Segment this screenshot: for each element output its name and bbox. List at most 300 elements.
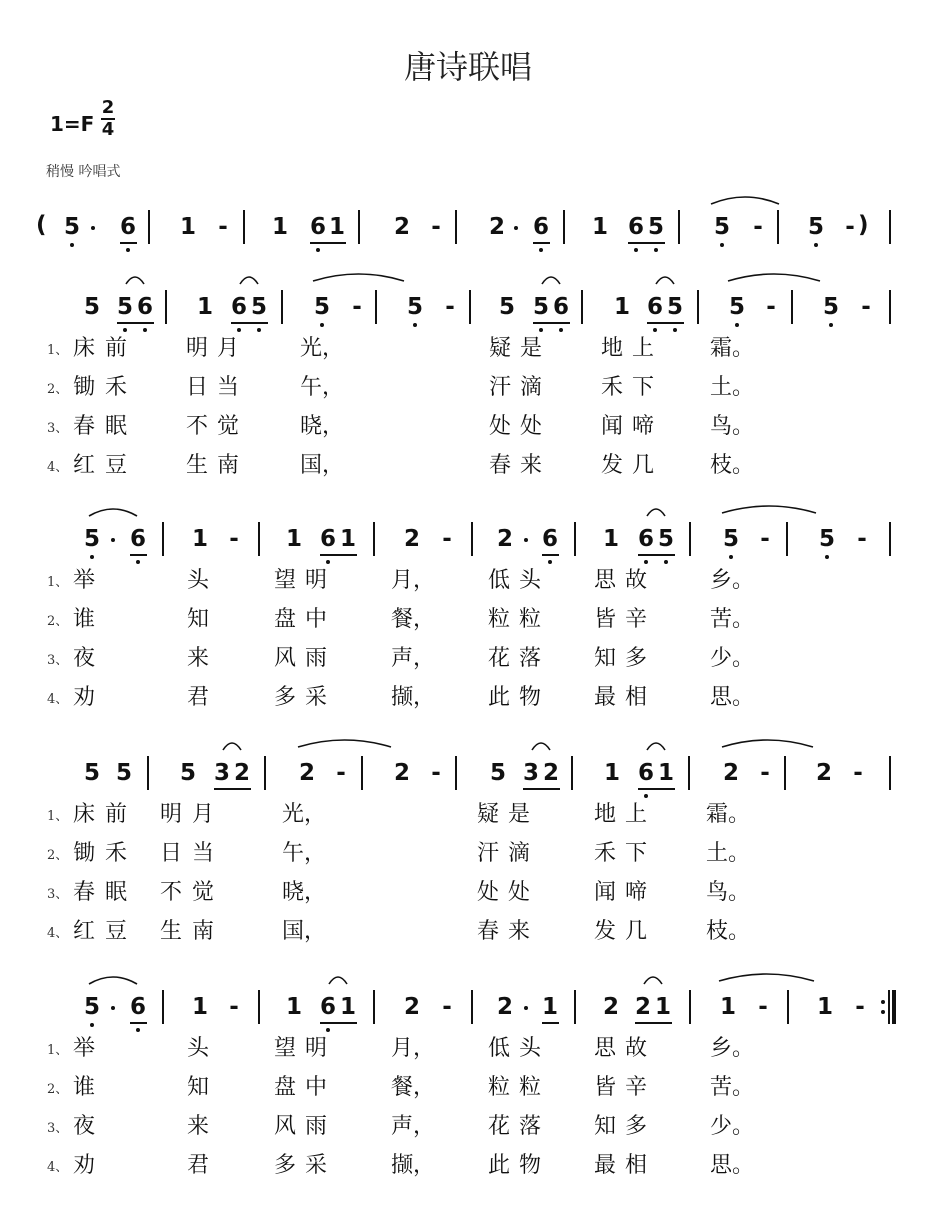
verse-number: 3、 xyxy=(47,887,69,902)
lyric-char: 发 xyxy=(594,919,617,944)
time-signature-denominator: 4 xyxy=(101,119,115,140)
lyric-char: 上 xyxy=(632,336,655,361)
barline xyxy=(455,210,457,244)
barline xyxy=(786,522,788,556)
lyric-char: 君 xyxy=(187,1153,210,1178)
verse-number: 2、 xyxy=(47,1082,69,1097)
lyric-char: 餐， xyxy=(391,1075,436,1100)
lyric-char: 苦。 xyxy=(710,1075,755,1100)
note-5: 5 xyxy=(116,294,133,320)
lyric-char: 地 xyxy=(601,336,624,361)
lyric-char: 君 xyxy=(187,685,210,710)
lyric-char: 觉 xyxy=(217,414,240,439)
lyric-char: 故 xyxy=(625,568,648,593)
note-2: 2 xyxy=(393,760,410,786)
lyric-char: 来 xyxy=(187,646,210,671)
low-octave-dot xyxy=(143,328,147,332)
lyric-char: 来 xyxy=(520,453,543,478)
barline xyxy=(147,756,149,790)
lyric-char: 南 xyxy=(192,919,215,944)
verse-number: 4、 xyxy=(47,926,69,941)
tie-slur xyxy=(646,506,666,518)
low-octave-dot xyxy=(539,328,543,332)
lyric-char: 滴 xyxy=(520,375,543,400)
lyric-char: 觉 xyxy=(192,880,215,905)
lyric-char: 禾 xyxy=(105,841,128,866)
lyric-char: 土。 xyxy=(706,841,751,866)
lyric-char: 前 xyxy=(105,802,128,827)
barline xyxy=(571,756,573,790)
verse-number: 3、 xyxy=(47,421,69,436)
lyric-char: 谁 xyxy=(73,1075,96,1100)
barline xyxy=(574,522,576,556)
eighth-underline xyxy=(542,554,559,556)
lyric-char: 枝。 xyxy=(706,919,751,944)
tie-slur xyxy=(727,271,821,283)
note-6: 6 xyxy=(541,526,558,552)
tie-slur xyxy=(88,974,138,986)
lyric-char: 最 xyxy=(594,685,617,710)
lyric-char: 锄 xyxy=(73,375,96,400)
note-1: 1 xyxy=(339,994,356,1020)
low-octave-dot xyxy=(326,560,330,564)
eighth-underline xyxy=(638,554,675,556)
lyric-char: 明 xyxy=(186,336,209,361)
note-1: 1 xyxy=(339,526,356,552)
note-3: 3 xyxy=(213,760,230,786)
lyric-char: 土。 xyxy=(710,375,755,400)
note-5: 5 xyxy=(722,526,739,552)
note-dash: - xyxy=(753,214,763,240)
note-5: 5 xyxy=(179,760,196,786)
lyric-char: 红 xyxy=(73,453,96,478)
note-6: 6 xyxy=(319,526,336,552)
lyric-char: 晓， xyxy=(300,414,345,439)
end-repeat-thick xyxy=(892,990,896,1024)
lyric-char: 风 xyxy=(274,1114,297,1139)
lyric-char: 低 xyxy=(488,568,511,593)
note-5: 5 xyxy=(818,526,835,552)
lyric-char: 疑 xyxy=(477,802,500,827)
note-dash: - xyxy=(352,294,362,320)
note-6: 6 xyxy=(637,760,654,786)
lyric-char: 眠 xyxy=(105,880,128,905)
note-6: 6 xyxy=(319,994,336,1020)
verse-number: 1、 xyxy=(47,575,69,590)
lyric-char: 知 xyxy=(187,607,210,632)
barline xyxy=(689,522,691,556)
note-1: 1 xyxy=(328,214,345,240)
note-1: 1 xyxy=(816,994,833,1020)
note-6: 6 xyxy=(136,294,153,320)
note-6: 6 xyxy=(646,294,663,320)
lyric-char: 粒 xyxy=(519,1075,542,1100)
note-5: 5 xyxy=(406,294,423,320)
note-2: 2 xyxy=(634,994,651,1020)
note-dash: - xyxy=(855,994,865,1020)
lyric-char: 光， xyxy=(282,802,327,827)
note-1: 1 xyxy=(196,294,213,320)
lyric-char: 举 xyxy=(73,1036,96,1061)
note-3: 3 xyxy=(522,760,539,786)
note-5: 5 xyxy=(532,294,549,320)
lyric-char: 声， xyxy=(391,646,436,671)
note-6: 6 xyxy=(119,214,136,240)
barline xyxy=(375,290,377,324)
note-5: 5 xyxy=(807,214,824,240)
lyric-char: 夜 xyxy=(73,1114,96,1139)
tie-slur xyxy=(125,274,145,286)
eighth-underline xyxy=(628,242,665,244)
lyric-char: 乡。 xyxy=(710,1036,755,1061)
lyric-char: 物 xyxy=(519,685,542,710)
lyric-char: 思。 xyxy=(710,685,755,710)
augmentation-dot xyxy=(111,538,115,542)
note-1: 1 xyxy=(613,294,630,320)
note-dash: - xyxy=(760,526,770,552)
lyric-char: 不 xyxy=(160,880,183,905)
lyric-char: 撷， xyxy=(391,685,436,710)
lyric-char: 南 xyxy=(217,453,240,478)
lyric-char: 此 xyxy=(488,1153,511,1178)
eighth-underline xyxy=(231,322,268,324)
tie-slur xyxy=(541,274,561,286)
augmentation-dot xyxy=(524,538,528,542)
verse-number: 1、 xyxy=(47,1043,69,1058)
open-paren: ( xyxy=(36,212,47,238)
eighth-underline xyxy=(523,788,560,790)
lyric-char: 春 xyxy=(477,919,500,944)
lyric-char: 枝。 xyxy=(710,453,755,478)
note-5: 5 xyxy=(83,994,100,1020)
lyric-char: 相 xyxy=(625,685,648,710)
low-octave-dot xyxy=(720,243,724,247)
note-5: 5 xyxy=(666,294,683,320)
barline xyxy=(471,990,473,1024)
lyric-char: 望 xyxy=(274,568,297,593)
lyric-char: 粒 xyxy=(519,607,542,632)
lyric-char: 鸟。 xyxy=(710,414,755,439)
lyric-char: 眠 xyxy=(105,414,128,439)
low-octave-dot xyxy=(316,248,320,252)
note-dash: - xyxy=(229,526,239,552)
verse-number: 3、 xyxy=(47,653,69,668)
lyric-char: 月， xyxy=(391,568,436,593)
note-5: 5 xyxy=(115,760,132,786)
lyric-char: 夜 xyxy=(73,646,96,671)
lyric-char: 处 xyxy=(520,414,543,439)
lyric-char: 餐， xyxy=(391,607,436,632)
low-octave-dot xyxy=(664,560,668,564)
lyric-char: 处 xyxy=(477,880,500,905)
barline xyxy=(787,990,789,1024)
eighth-underline xyxy=(310,242,346,244)
close-paren: ) xyxy=(858,212,869,238)
note-dash: - xyxy=(229,994,239,1020)
barline xyxy=(162,990,164,1024)
lyric-char: 采 xyxy=(305,1153,328,1178)
low-octave-dot xyxy=(70,243,74,247)
eighth-underline xyxy=(638,788,675,790)
note-5: 5 xyxy=(83,294,100,320)
note-1: 1 xyxy=(285,994,302,1020)
barline xyxy=(563,210,565,244)
note-5: 5 xyxy=(489,760,506,786)
low-octave-dot xyxy=(237,328,241,332)
note-2: 2 xyxy=(815,760,832,786)
lyric-char: 举 xyxy=(73,568,96,593)
lyric-char: 采 xyxy=(305,685,328,710)
note-dash: - xyxy=(861,294,871,320)
barline xyxy=(471,522,473,556)
low-octave-dot xyxy=(136,560,140,564)
barline xyxy=(678,210,680,244)
note-dash: - xyxy=(442,526,452,552)
lyric-char: 中 xyxy=(305,1075,328,1100)
note-2: 2 xyxy=(393,214,410,240)
augmentation-dot xyxy=(524,1006,528,1010)
lyric-char: 辛 xyxy=(625,607,648,632)
lyric-char: 豆 xyxy=(105,919,128,944)
lyric-char: 下 xyxy=(632,375,655,400)
note-dash: - xyxy=(853,760,863,786)
low-octave-dot xyxy=(123,328,127,332)
lyric-char: 禾 xyxy=(601,375,624,400)
lyric-char: 劝 xyxy=(73,1153,96,1178)
tie-slur xyxy=(718,971,815,983)
note-1: 1 xyxy=(271,214,288,240)
lyric-char: 粒 xyxy=(488,607,511,632)
lyric-char: 国， xyxy=(282,919,327,944)
lyric-char: 滴 xyxy=(508,841,531,866)
eighth-underline xyxy=(130,1022,147,1024)
barline xyxy=(889,290,891,324)
eighth-underline xyxy=(214,788,251,790)
lyric-char: 生 xyxy=(186,453,209,478)
note-5: 5 xyxy=(250,294,267,320)
note-5: 5 xyxy=(713,214,730,240)
low-octave-dot xyxy=(136,1028,140,1032)
note-1: 1 xyxy=(191,526,208,552)
low-octave-dot xyxy=(413,323,417,327)
lyric-char: 月 xyxy=(217,336,240,361)
barline xyxy=(373,522,375,556)
note-5: 5 xyxy=(822,294,839,320)
eighth-underline xyxy=(647,322,684,324)
barline xyxy=(148,210,150,244)
lyric-char: 劝 xyxy=(73,685,96,710)
low-octave-dot xyxy=(653,328,657,332)
lyric-char: 明 xyxy=(305,1036,328,1061)
lyric-char: 皆 xyxy=(594,607,617,632)
lyric-char: 知 xyxy=(187,1075,210,1100)
verse-number: 2、 xyxy=(47,382,69,397)
lyric-char: 闻 xyxy=(594,880,617,905)
lyric-char: 声， xyxy=(391,1114,436,1139)
lyric-char: 晓， xyxy=(282,880,327,905)
barline xyxy=(373,990,375,1024)
lyric-char: 头 xyxy=(187,568,210,593)
barline xyxy=(469,290,471,324)
tie-slur xyxy=(312,271,405,283)
barline xyxy=(889,210,891,244)
lyric-char: 光， xyxy=(300,336,345,361)
barline xyxy=(689,990,691,1024)
repeat-dot xyxy=(881,1000,885,1004)
lyric-char: 前 xyxy=(105,336,128,361)
lyric-char: 明 xyxy=(305,568,328,593)
note-1: 1 xyxy=(179,214,196,240)
note-dash: - xyxy=(431,214,441,240)
lyric-char: 上 xyxy=(625,802,648,827)
note-1: 1 xyxy=(285,526,302,552)
verse-number: 2、 xyxy=(47,848,69,863)
lyric-char: 多 xyxy=(625,1114,648,1139)
verse-number: 2、 xyxy=(47,614,69,629)
eighth-underline xyxy=(533,242,550,244)
lyric-char: 几 xyxy=(625,919,648,944)
tie-slur xyxy=(328,974,348,986)
low-octave-dot xyxy=(729,555,733,559)
lyric-char: 多 xyxy=(625,646,648,671)
eighth-underline xyxy=(635,1022,672,1024)
barline xyxy=(581,290,583,324)
lyric-char: 汗 xyxy=(477,841,500,866)
note-2: 2 xyxy=(722,760,739,786)
note-2: 2 xyxy=(403,526,420,552)
lyric-char: 日 xyxy=(160,841,183,866)
lyric-char: 相 xyxy=(625,1153,648,1178)
lyric-char: 多 xyxy=(274,1153,297,1178)
note-2: 2 xyxy=(233,760,250,786)
lyric-char: 明 xyxy=(160,802,183,827)
barline xyxy=(574,990,576,1024)
lyric-char: 是 xyxy=(520,336,543,361)
verse-number: 1、 xyxy=(47,809,69,824)
note-6: 6 xyxy=(309,214,326,240)
note-5: 5 xyxy=(63,214,80,240)
note-1: 1 xyxy=(603,760,620,786)
lyric-char: 头 xyxy=(519,568,542,593)
repeat-dot xyxy=(881,1010,885,1014)
tie-slur xyxy=(297,737,392,749)
lyric-char: 床 xyxy=(73,336,96,361)
eighth-underline xyxy=(117,322,154,324)
lyric-char: 思 xyxy=(594,1036,617,1061)
lyric-char: 地 xyxy=(594,802,617,827)
augmentation-dot xyxy=(514,226,518,230)
page-title: 唐诗联唱 xyxy=(403,48,532,86)
lyric-char: 花 xyxy=(488,1114,511,1139)
lyric-char: 霜。 xyxy=(710,336,755,361)
note-1: 1 xyxy=(719,994,736,1020)
lyric-char: 生 xyxy=(160,919,183,944)
lyric-char: 思 xyxy=(594,568,617,593)
lyric-char: 辛 xyxy=(625,1075,648,1100)
lyric-char: 苦。 xyxy=(710,607,755,632)
lyric-char: 皆 xyxy=(594,1075,617,1100)
lyric-char: 下 xyxy=(625,841,648,866)
lyric-char: 汗 xyxy=(489,375,512,400)
note-2: 2 xyxy=(488,214,505,240)
lyric-char: 啼 xyxy=(632,414,655,439)
lyric-char: 谁 xyxy=(73,607,96,632)
lyric-char: 鸟。 xyxy=(706,880,751,905)
lyric-char: 闻 xyxy=(601,414,624,439)
lyric-char: 春 xyxy=(489,453,512,478)
lyric-char: 来 xyxy=(187,1114,210,1139)
lyric-char: 多 xyxy=(274,685,297,710)
note-dash: - xyxy=(442,994,452,1020)
barline xyxy=(889,756,891,790)
note-5: 5 xyxy=(313,294,330,320)
lyric-char: 来 xyxy=(508,919,531,944)
lyric-char: 红 xyxy=(73,919,96,944)
barline xyxy=(777,210,779,244)
note-dash: - xyxy=(857,526,867,552)
low-octave-dot xyxy=(644,560,648,564)
verse-number: 4、 xyxy=(47,692,69,707)
low-octave-dot xyxy=(735,323,739,327)
verse-number: 4、 xyxy=(47,1160,69,1175)
note-5: 5 xyxy=(83,526,100,552)
barline xyxy=(784,756,786,790)
note-5: 5 xyxy=(647,214,664,240)
lyric-char: 锄 xyxy=(73,841,96,866)
low-octave-dot xyxy=(90,1023,94,1027)
tie-slur xyxy=(88,506,138,518)
barline xyxy=(791,290,793,324)
note-1: 1 xyxy=(602,526,619,552)
barline xyxy=(361,756,363,790)
lyric-char: 是 xyxy=(508,802,531,827)
eighth-underline xyxy=(533,322,570,324)
low-octave-dot xyxy=(257,328,261,332)
lyric-char: 几 xyxy=(632,453,655,478)
lyric-char: 雨 xyxy=(305,646,328,671)
lyric-char: 落 xyxy=(519,646,542,671)
low-octave-dot xyxy=(825,555,829,559)
low-octave-dot xyxy=(559,328,563,332)
low-octave-dot xyxy=(644,794,648,798)
note-2: 2 xyxy=(298,760,315,786)
verse-number: 4、 xyxy=(47,460,69,475)
lyric-char: 盘 xyxy=(274,1075,297,1100)
note-dash: - xyxy=(445,294,455,320)
time-signature-numerator: 2 xyxy=(101,97,115,118)
lyric-char: 当 xyxy=(192,841,215,866)
note-6: 6 xyxy=(552,294,569,320)
note-1: 1 xyxy=(591,214,608,240)
lyric-char: 落 xyxy=(519,1114,542,1139)
lyric-char: 知 xyxy=(594,1114,617,1139)
note-1: 1 xyxy=(191,994,208,1020)
note-dash: - xyxy=(845,214,855,240)
tie-slur xyxy=(646,740,666,752)
low-octave-dot xyxy=(126,248,130,252)
lyric-char: 故 xyxy=(625,1036,648,1061)
lyric-char: 禾 xyxy=(105,375,128,400)
lyric-char: 午， xyxy=(300,375,345,400)
lyric-char: 疑 xyxy=(489,336,512,361)
note-dash: - xyxy=(766,294,776,320)
low-octave-dot xyxy=(320,323,324,327)
lyric-char: 月， xyxy=(391,1036,436,1061)
tie-slur xyxy=(721,503,817,515)
lyric-char: 发 xyxy=(601,453,624,478)
note-2: 2 xyxy=(496,526,513,552)
lyric-char: 头 xyxy=(519,1036,542,1061)
